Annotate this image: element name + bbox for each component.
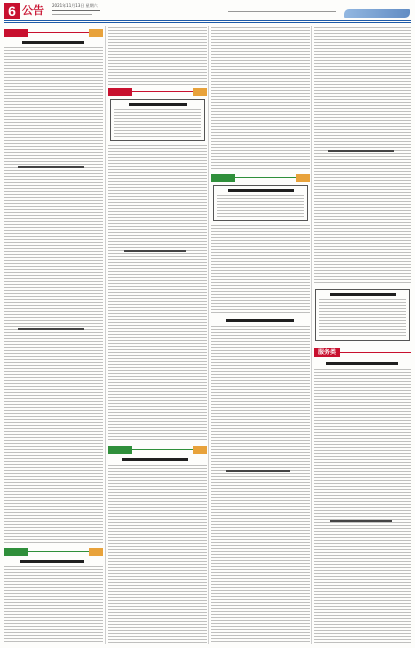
notice-body (4, 566, 103, 644)
notice-body (314, 369, 411, 644)
section-tag-service (314, 348, 411, 357)
section-tag (108, 446, 207, 454)
notice-heading (22, 41, 84, 44)
notice-subheading (18, 328, 84, 330)
notice-body (4, 47, 103, 544)
notice-box (213, 185, 308, 221)
notice-heading (20, 560, 84, 563)
notice-body (108, 145, 207, 441)
issue-date: 2021年11月13日 星期六 (52, 3, 98, 8)
notice-body (211, 326, 310, 644)
newspaper-logo (344, 9, 410, 18)
notice-body (108, 465, 207, 644)
header-rule (4, 20, 411, 21)
column-divider (208, 26, 209, 644)
section-tag (108, 88, 207, 96)
notice-heading (122, 458, 188, 461)
notice-box (110, 99, 205, 141)
header-rule-secondary (4, 22, 411, 23)
column-divider (105, 26, 106, 644)
notice-subheading (124, 250, 186, 252)
notice-subheading (328, 150, 394, 152)
notice-body (211, 225, 310, 315)
notice-body (108, 27, 207, 85)
service-tag-label: 服务类 (314, 348, 340, 357)
editor-line-2 (52, 14, 92, 15)
notice-heading (326, 362, 398, 365)
notice-subheading (330, 520, 392, 522)
section-title: 公告 (22, 4, 44, 17)
notice-subheading (226, 470, 290, 472)
notice-subheading (18, 166, 84, 168)
notice-box (315, 289, 410, 341)
section-tag (211, 174, 310, 182)
notice-body (211, 27, 310, 170)
section-tag (4, 548, 103, 556)
column-divider (311, 26, 312, 644)
section-tag (4, 29, 103, 37)
notice-body (314, 27, 411, 285)
contact-line (228, 11, 336, 12)
notice-heading (226, 319, 294, 322)
page-number: 6 (4, 3, 20, 19)
editor-line (52, 10, 100, 11)
